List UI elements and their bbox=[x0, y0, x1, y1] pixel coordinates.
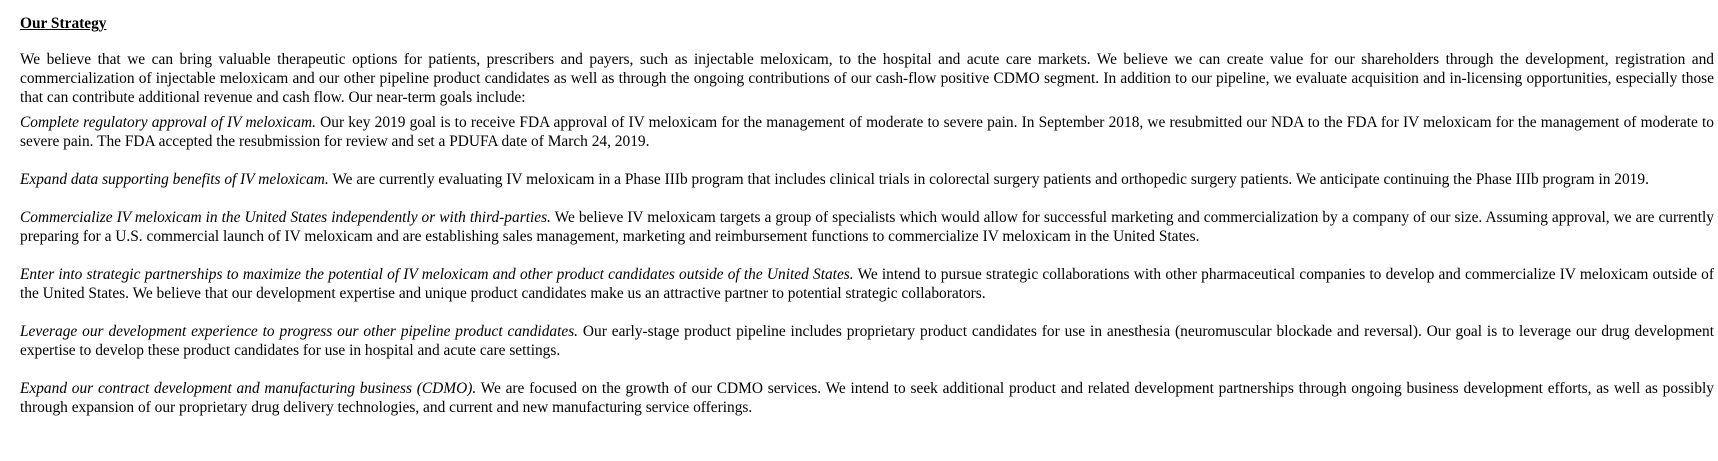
goal-text: Our key 2019 goal is to receive FDA approval of IV meloxicam for the management of moderate to severe pain. In September 2018, we resubmitted our NDA to the FDA for IV meloxicam for the management of moderate to severe pain. The FDA accepted the resubmission for review and set a PDUFA date of March 24, 2019. bbox=[20, 114, 1714, 150]
goal-paragraph bbox=[20, 322, 1714, 360]
goal-text: We intend to pursue strategic collaborations with other pharmaceutical companies to develop and commercialize IV meloxicam outside of the United States. We believe that our development expertise and unique product candidates make us an attractive partner to potential strategic collaborators. bbox=[20, 266, 1714, 302]
goal-text: We are focused on the growth of our CDMO services. We intend to seek additional product and related development partnerships through ongoing business development efforts, as well as possibly through expansion of our proprietary drug delivery technologies, and current and new manufacturing service offerings. bbox=[20, 380, 1714, 416]
goal-lead: Expand data supporting benefits of IV meloxicam. bbox=[20, 171, 329, 188]
section-title: Our Strategy bbox=[20, 15, 107, 32]
goal-paragraph bbox=[20, 113, 1714, 151]
goal-lead: Enter into strategic partnerships to maximize the potential of IV meloxicam and other product candidates outside of the United States. bbox=[20, 266, 854, 283]
goal-paragraph bbox=[20, 379, 1714, 417]
goal-text: We believe IV meloxicam targets a group of specialists which would allow for successful marketing and commercialization by a company of our size. Assuming approval, we are currently preparing for a U.S. commercial launch of IV meloxicam and are establishing sales management, marketing and reimbursement functions to commercialize IV meloxicam in the United States. bbox=[20, 209, 1715, 245]
goal-paragraph bbox=[20, 208, 1714, 246]
goal-paragraph bbox=[20, 170, 1714, 189]
intro-paragraph: We believe that we can bring valuable therapeutic options for patients, prescribers and payers, such as injectable meloxicam, to the hospital and acute care markets. We believe we can create value for our shareholders through the development, registration and commercialization of injectable meloxicam and our other pipeline product candidates as well as through the ongoing contributions of our cash-flow positive CDMO segment. In addition to our pipeline, we evaluate acquisition and in-licensing opportunities, especially those that can contribute additional revenue and cash flow. Our near-term goals include: bbox=[20, 51, 1714, 106]
goal-lead: Commercialize IV meloxicam in the United States independently or with third-parties. bbox=[20, 209, 551, 226]
goal-lead: Expand our contract development and manufacturing business (CDMO). bbox=[20, 380, 477, 397]
goal-text: We are currently evaluating IV meloxicam in a Phase IIIb program that includes clinical trials in colorectal surgery patients and orthopedic surgery patients. We anticipate continuing the Phase IIIb program in 2019. bbox=[328, 171, 1649, 188]
goal-lead: Leverage our development experience to progress our other pipeline product candidates. bbox=[20, 323, 579, 340]
goal-text: Our early-stage product pipeline includes proprietary product candidates for use in anesthesia (neuromuscular blockade and reversal). Our goal is to leverage our drug development expertise to develop these product candidates for use in hospital and acute care settings. bbox=[20, 323, 1714, 359]
goal-paragraph bbox=[20, 265, 1714, 303]
goal-lead: Complete regulatory approval of IV meloxicam. bbox=[20, 114, 316, 131]
